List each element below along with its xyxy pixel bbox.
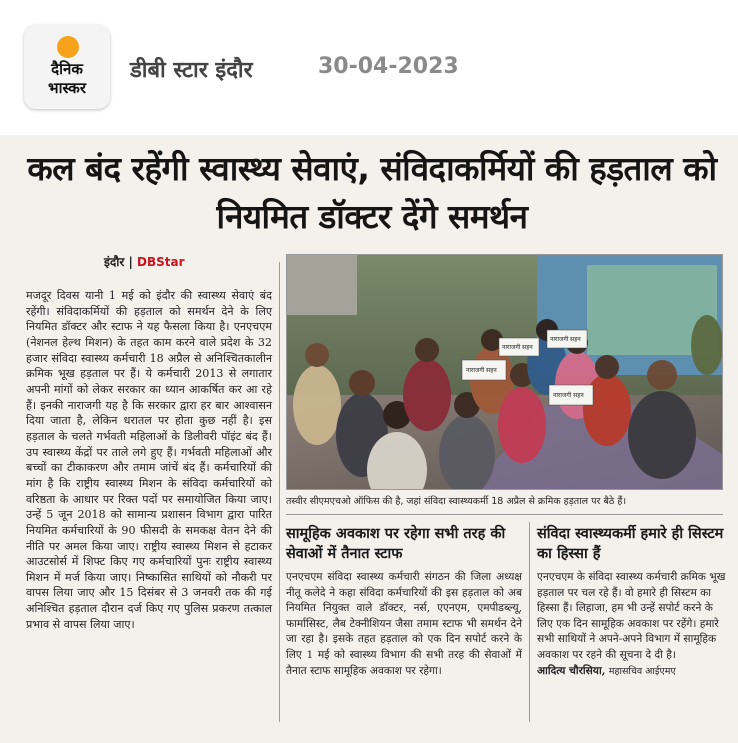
article-body: मजदूर दिवस यानी 1 मई को इंदौर की स्वास्थ्य सेवाएं बंद रहेंगी। संविदाकर्मियों की हड़ताल को समर्थन देने के लिए नियमित डॉक्टर और स्टाफ ने यह फैसला किया है। एनएचएम (नेशनल हेल्थ मिशन) के तहत काम करने वाले प्रदेश के 32 हजार संविदा स्वास्थ्य कर्मचारी 18 अप्रैल से अनिश्चितकालीन क्रमिक भूख हड़ताल पर हैं। ये कर्मचारी 2013 से लगातार अपनी मांगों को लेकर सरकार का ध्यान आकर्षित कर आ रहे हैं। इनकी नाराजगी यह है कि सरकार द्वारा हर बार आश्वासन दिया जाता है, लेकिन धरातल पर होता कुछ नहीं है। इस हड़ताल के चलते गर्भवती महिलाओं के डिलीवरी पॉइंट बंद हैं। उप स्वास्थ्य केंद्रों पर ताले लगे हुए हैं। गर्भवती महिलाओं और बच्चों का टीकाकरण और तमाम जांचें बंद हैं। कर्मचारियों की मांग है कि राष्ट्रीय स्वास्थ्य मिशन के संविदा कर्मचारियों को वरिष्ठता के आधार पर रिक्त पदों पर समायोजित किया जाए। उन्हें 5 जून 2018 को सामान्य प्रशासन विभाग द्वारा पारित नियमित कर्मचारियों के 90 फीसदी के समकक्ष वेतन देने की नीति पर अमल किया जाए। राष्ट्रीय स्वास्थ्य मिशन से हटाकर आउटसोर्स में शिफ्ट किए गए कर्मचारियों पुनः राष्ट्रीय स्वास्थ्य मिशन में मर्ज किया जाए। निष्कासित साथियों को नौकरी पर वापस लिया जाए और 15 दिसंबर से 3 जनवरी तक की गई अनिश्चित हड़ताल दौरान दर्ज किए गए पुलिस प्रकरण तत्काल प्रभाव से वापस लिया जाए। bbox=[26, 289, 272, 631]
sun-icon bbox=[57, 36, 79, 58]
section-body-right bbox=[537, 570, 727, 679]
section-body-mid: एनएचएम संविदा स्वास्थ्य कर्मचारी संगठन की जिला अध्यक्ष नीतू कलेदे ने कहा संविदा कर्मचारियों की इस हड़ताल को अब नियमित नियुक्त वाले डॉक्टर, नर्स, एएनएम, एमपीडब्ल्यू, फार्मासिस्ट, लैब टेक्नीशियन जैसा तमाम स्टाफ भी समर्थन देने जा रहा है। इसके तहत हड़ताल को एक दिन सपोर्ट करने के लिए 1 मई को स्वास्थ्य विभाग की सभी तरह की सेवाओं में तैनात स्टाफ सामूहिक अवकाश पर रहेगा। bbox=[286, 571, 522, 677]
article-headline: कल बंद रहेंगी स्वास्थ्य सेवाएं, संविदाकर्मियों की हड़ताल को नियमित डॉक्टर देंगे समर्थन bbox=[27, 149, 717, 236]
signature-name: आदित्य चौरसिया, bbox=[537, 664, 606, 677]
caption-divider bbox=[286, 514, 723, 515]
section-heading-right: संविदा स्वास्थ्यकर्मी हमारे ही सिस्टम का हिस्सा हैं bbox=[537, 526, 724, 562]
logo-line-1: दैनिक bbox=[51, 60, 83, 78]
edition-date: 30-04-2023 bbox=[318, 54, 459, 79]
dainik-bhaskar-logo bbox=[24, 25, 110, 109]
byline-brand: DBStar bbox=[137, 255, 185, 269]
signature-role: महासचिव आईएमए bbox=[608, 665, 676, 677]
protest-sign-text: नाराजगी सहन bbox=[550, 336, 581, 343]
column-divider bbox=[279, 262, 280, 722]
protest-sign-text: नाराजगी सहन bbox=[466, 367, 497, 374]
protest-sign-text: नाराजगी सहन bbox=[502, 344, 533, 351]
protest-sign-text: नाराजगी सहन bbox=[553, 392, 584, 399]
byline-city: इंदौर bbox=[104, 255, 125, 269]
protest-photo bbox=[286, 254, 723, 490]
page-header bbox=[0, 0, 738, 135]
section-heading-mid: सामूहिक अवकाश पर रहेगा सभी तरह की सेवाओं में तैनात स्टाफ bbox=[286, 526, 506, 562]
byline: इंदौर | DBStar bbox=[104, 255, 185, 269]
section-body-right-text: एनएचएम के संविदा स्वास्थ्य कर्मचारी क्रमिक भूख हड़ताल पर चल रहे हैं। वो हमारे ही सिस्टम का हिस्सा हैं। लिहाजा, हम भी उन्हें सपोर्ट करने के लिए एक दिन सामूहिक अवकाश पर रहेंगे। हमारे सभी साथियों ने अपने-अपने विभाग में सामूहिक अवकाश पर रहने की सूचना दे दी है। bbox=[537, 571, 726, 661]
photo-caption: तस्वीर सीएमएचओ ऑफिस की है, जहां संविदा स्वास्थ्यकर्मी 18 अप्रैल से क्रमिक हड़ताल पर बैठे हैं। bbox=[286, 496, 627, 507]
logo-line-2: भास्कर bbox=[48, 79, 86, 97]
column-divider bbox=[529, 522, 530, 722]
protest-photo-image bbox=[287, 255, 723, 490]
edition-name: डीबी स्टार इंदौर bbox=[130, 58, 253, 83]
